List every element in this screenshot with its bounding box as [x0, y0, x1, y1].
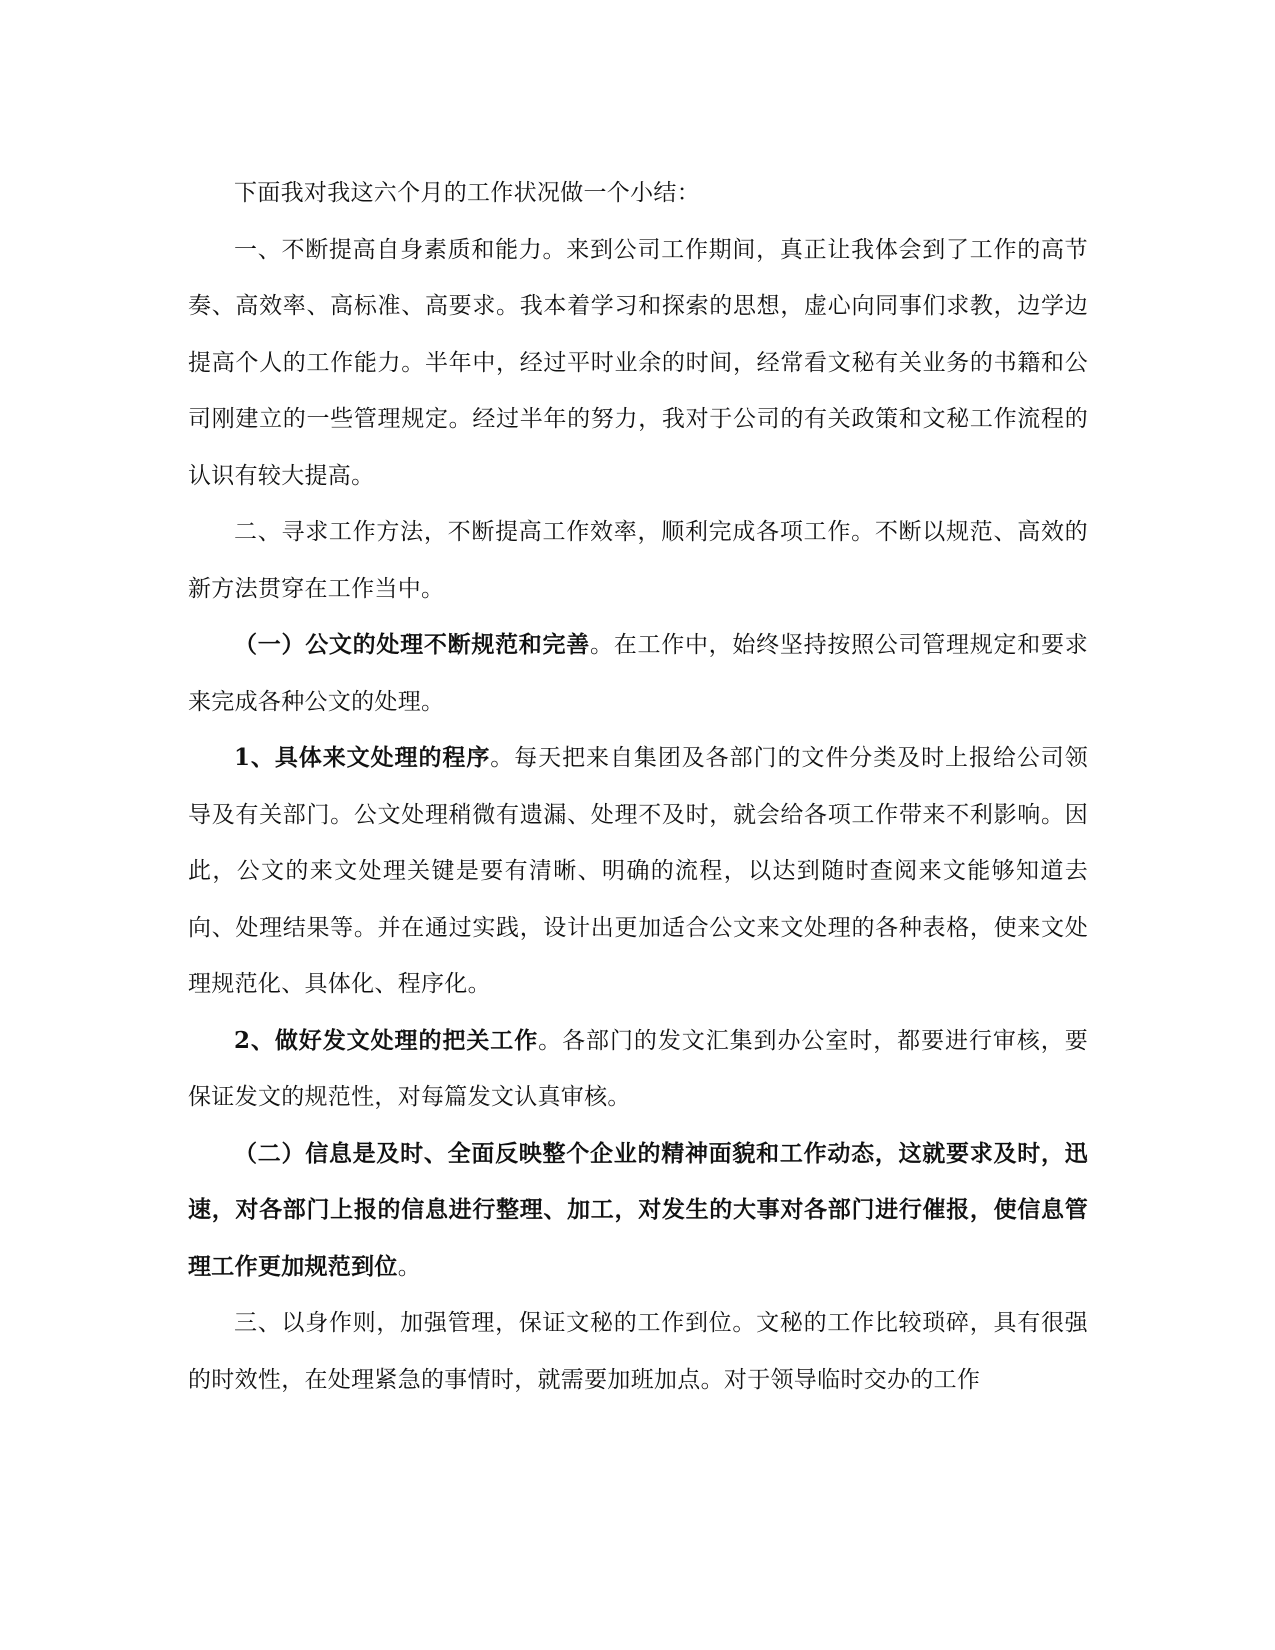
paragraph-lead: 1、具体来文处理的程序	[234, 744, 491, 771]
paragraph-text: 。每天把来自集团及各部门的文件分类及时上报给公司领导及有关部门。公文处理稍微有遗漏、处理不及时，就会给各项工作带来不利影响。因此，公文的来文处理关键是要有清晰、明确的流程，以达到随时查阅来文能够知道去向、处理结果等。并在通过实践，设计出更加适合公文来文处理的各种表格，使来文处理规范化、具体化、程序化。	[188, 745, 1088, 997]
paragraph-text: 二、寻求工作方法，不断提高工作效率，顺利完成各项工作。不断以规范、高效的新方法贯穿在工作当中。	[188, 519, 1088, 602]
paragraph-section-3	[188, 1295, 1088, 1408]
paragraph-lead: （二）信息是及时、全面反映整个企业的精神面貌和工作动态，这就要求及时，迅速，对各部门上报的信息进行整理、加工，对发生的大事对各部门进行催报，使信息管理工作更加规范到位	[188, 1139, 1088, 1280]
paragraph-text: 一、不断提高自身素质和能力。来到公司工作期间，真正让我体会到了工作的高节奏、高效率、高标准、高要求。我本着学习和探索的思想，虚心向同事们求教，边学边提高个人的工作能力。半年中，经过平时业余的时间，经常看文秘有关业务的书籍和公司刚建立的一些管理规定。经过半年的努力，我对于公司的有关政策和文秘工作流程的认识有较大提高。	[188, 236, 1088, 489]
paragraph-lead: （一）公文的处理不断规范和完善	[234, 631, 591, 658]
paragraph-lead: 2、做好发文处理的把关工作	[234, 1026, 539, 1054]
paragraph-item-1	[188, 730, 1088, 1013]
paragraph-text: 下面我对我这六个月的工作状况做一个小结：	[234, 180, 700, 206]
document-body	[188, 165, 1088, 1408]
paragraph-section-2	[188, 504, 1088, 617]
paragraph-subsection-2	[188, 1126, 1088, 1296]
paragraph-subsection-1	[188, 617, 1088, 730]
paragraph-text: 。在工作中，始终坚持按照公司管理规定和要求来完成各种公文的处理。	[188, 632, 1088, 715]
paragraph-text: 。各部门的发文汇集到办公室时，都要进行审核，要保证发文的规范性，对每篇发文认真审核。	[188, 1027, 1089, 1110]
paragraph-intro	[188, 165, 1088, 222]
paragraph-text: 三、以身作则，加强管理，保证文秘的工作到位。文秘的工作比较琐碎，具有很强的时效性，在处理紧急的事情时，就需要加班加点。对于领导临时交办的工作	[188, 1310, 1088, 1393]
paragraph-section-1	[188, 222, 1088, 505]
paragraph-item-2	[188, 1013, 1088, 1126]
paragraph-text: 。	[397, 1253, 422, 1280]
